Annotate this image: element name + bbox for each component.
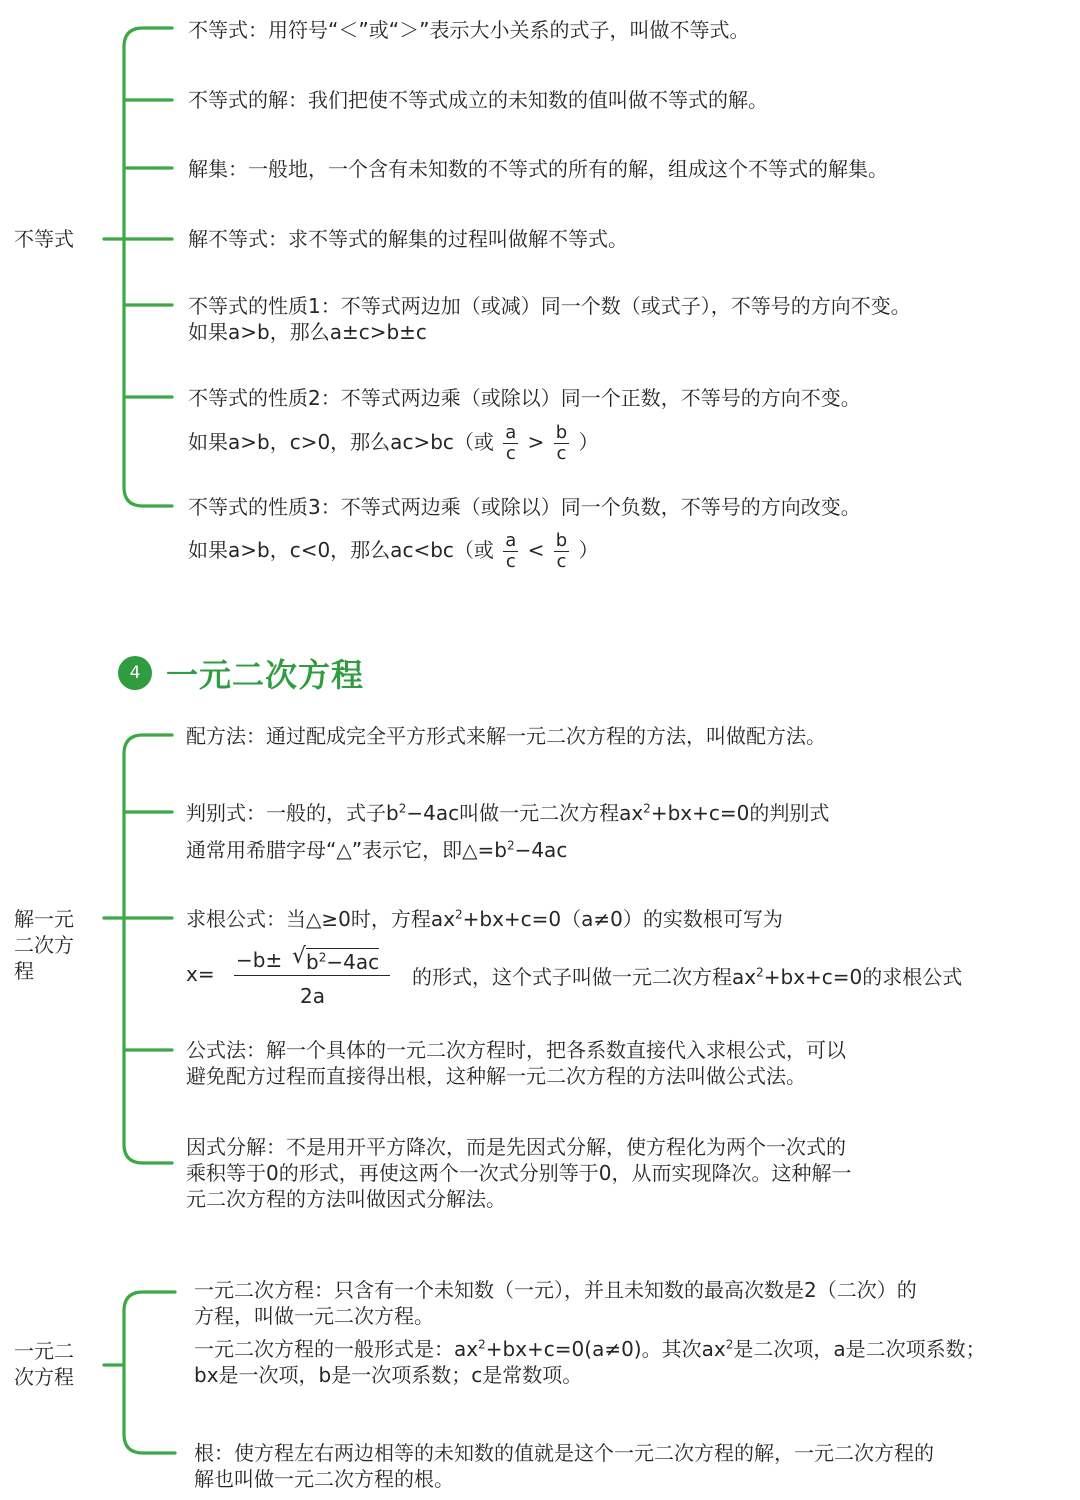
fraction-denominator: c: [556, 443, 567, 464]
relation-sign: >: [527, 430, 545, 454]
discriminant-text: 通常用希腊字母“△”表示它，即△=b: [186, 838, 507, 862]
quadratic-definition-line: 一元二次方程：只含有一个未知数（一元），并且未知数的最高次数是2（二次）的: [194, 1278, 917, 1302]
relation-sign: <: [527, 538, 545, 562]
root-formula-text: +bx+c=0（a≠0）的实数根可写为: [462, 907, 783, 931]
superscript: 2: [318, 950, 327, 965]
solving-label: [14, 906, 74, 984]
sqrt-sign: √: [292, 944, 307, 969]
fraction-numerator: b: [555, 530, 568, 551]
solving-inequality: 解不等式：求不等式的解集的过程叫做解不等式。: [188, 227, 628, 251]
root-definition: [194, 1440, 934, 1492]
superscript: 2: [478, 1337, 486, 1352]
formula-description-text: +bx+c=0的求根公式: [763, 965, 963, 989]
general-form-text: 一元二次方程的一般形式是：ax: [194, 1337, 479, 1361]
formula-method-line: 公式法：解一个具体的一元二次方程时，把各系数直接代入求根公式，可以: [186, 1038, 846, 1062]
section-number-badge: 4: [118, 656, 152, 690]
factoring-method-line: 元二次方程的方法叫做因式分解法。: [186, 1187, 506, 1211]
fraction-b-over-c: [554, 424, 569, 463]
root-formula-condition: [186, 906, 783, 932]
property-1-rule: 不等式的性质1：不等式两边加（或减）同一个数（或式子），不等号的方向不变。: [188, 294, 911, 318]
property-2-example-suffix: ）: [578, 430, 599, 454]
radicand-text: −4ac: [326, 950, 380, 974]
radicand-text: b: [306, 950, 319, 974]
discriminant-text: −4ac叫做一元二次方程ax: [406, 801, 644, 825]
formula-method-line: 避免配方过程而直接得出根，这种解一元二次方程的方法叫做公式法。: [186, 1064, 806, 1088]
superscript: 2: [454, 907, 463, 922]
root-definition-line: 根：使方程左右两边相等的未知数的值就是这个一元二次方程的解，一元二次方程的: [194, 1441, 934, 1465]
general-form-line: bx是一次项，b是一次项系数；c是常数项。: [194, 1363, 583, 1387]
discriminant-text: +bx+c=0的判别式: [650, 801, 830, 825]
factoring-method-line: 乘积等于0的形式，再使这两个一次式分别等于0，从而实现降次。这种解一: [186, 1161, 852, 1185]
property-2-example: [188, 422, 599, 463]
solving-label-line: 二次方: [14, 933, 74, 957]
inequality-label: 不等式: [14, 227, 74, 251]
section-title: 一元二次方程: [166, 656, 365, 694]
formula-denominator: 2a: [300, 984, 325, 1008]
formula-x-equals: x=: [186, 962, 215, 986]
solving-label-line: 解一元: [14, 907, 74, 931]
fraction-a-over-c: [503, 532, 518, 571]
superscript: 2: [643, 801, 651, 816]
completing-square-method: 配方法：通过配成完全平方形式来解一元二次方程的方法，叫做配方法。: [186, 724, 826, 748]
fraction-numerator: a: [505, 422, 517, 443]
solving-label-line: 程: [14, 959, 34, 983]
root-formula-text: 求根公式：当△≥0时，方程ax: [186, 907, 455, 931]
formula-description: [412, 961, 962, 990]
property-3-example-suffix: ）: [578, 538, 599, 562]
root-definition-line: 解也叫做一元二次方程的根。: [194, 1467, 454, 1491]
fraction-numerator: a: [505, 530, 517, 551]
definition-bracket: [104, 1292, 175, 1453]
fraction-denominator: c: [505, 551, 516, 572]
fraction-numerator: b: [555, 422, 568, 443]
formula-description-text: 的形式，这个式子叫做一元二次方程ax: [412, 965, 757, 989]
solving-bracket: [104, 735, 172, 1163]
fraction-b-over-c: [554, 532, 569, 571]
general-form-text: +bx+c=0(a≠0)。其次ax: [485, 1337, 726, 1361]
formula-numerator-prefix: −b±: [236, 948, 283, 972]
superscript: 2: [398, 801, 407, 816]
fraction-a-over-c: [503, 424, 518, 463]
inequality-solution-set: 解集：一般地，一个含有未知数的不等式的所有的解，组成这个不等式的解集。: [188, 157, 888, 181]
property-3-example: [188, 530, 599, 571]
quadratic-definition-line: 方程，叫做一元二次方程。: [194, 1304, 434, 1328]
general-form: [194, 1336, 986, 1388]
factoring-method-line: 因式分解：不是用开平方降次，而是先因式分解，使方程化为两个一次式的: [186, 1135, 846, 1159]
superscript: 2: [506, 838, 515, 853]
property-3-rule: 不等式的性质3：不等式两边乘（或除以）同一个负数，不等号的方向改变。: [188, 495, 861, 519]
superscript: 2: [756, 965, 764, 980]
discriminant-notation: [186, 837, 567, 863]
quadratic-definition: [194, 1277, 917, 1329]
property-1-example: 如果a>b，那么a±c>b±c: [188, 320, 427, 344]
definition-label-line: 一元二: [14, 1339, 74, 1363]
inequality-solution: 不等式的解：我们把使不等式成立的未知数的值叫做不等式的解。: [188, 88, 768, 112]
fraction-denominator: c: [505, 443, 516, 464]
discriminant-text: −4ac: [514, 838, 568, 862]
general-form-text: 是二次项，a是二次项系数；: [733, 1337, 986, 1361]
property-2-example-prefix: 如果a>b，c>0，那么ac>bc（或: [188, 430, 494, 454]
general-form-line: [194, 1336, 986, 1362]
discriminant-text: 判别式：一般的，式子b: [186, 801, 399, 825]
formula-method: [186, 1037, 846, 1089]
inequality-bracket: [104, 28, 172, 506]
fraction-bar: [234, 975, 390, 976]
factoring-method: [186, 1134, 851, 1212]
superscript: 2: [725, 1337, 734, 1352]
radicand: [306, 948, 379, 974]
discriminant-definition: [186, 800, 829, 826]
property-2-rule: 不等式的性质2：不等式两边乘（或除以）同一个正数，不等号的方向不变。: [188, 386, 861, 410]
property-3-example-prefix: 如果a>b，c<0，那么ac<bc（或: [188, 538, 494, 562]
inequality-definition: 不等式：用符号“＜”或“＞”表示大小关系的式子，叫做不等式。: [188, 18, 750, 42]
fraction-denominator: c: [556, 551, 567, 572]
section-heading: [118, 650, 364, 696]
definition-label: [14, 1338, 74, 1390]
definition-label-line: 次方程: [14, 1365, 74, 1389]
